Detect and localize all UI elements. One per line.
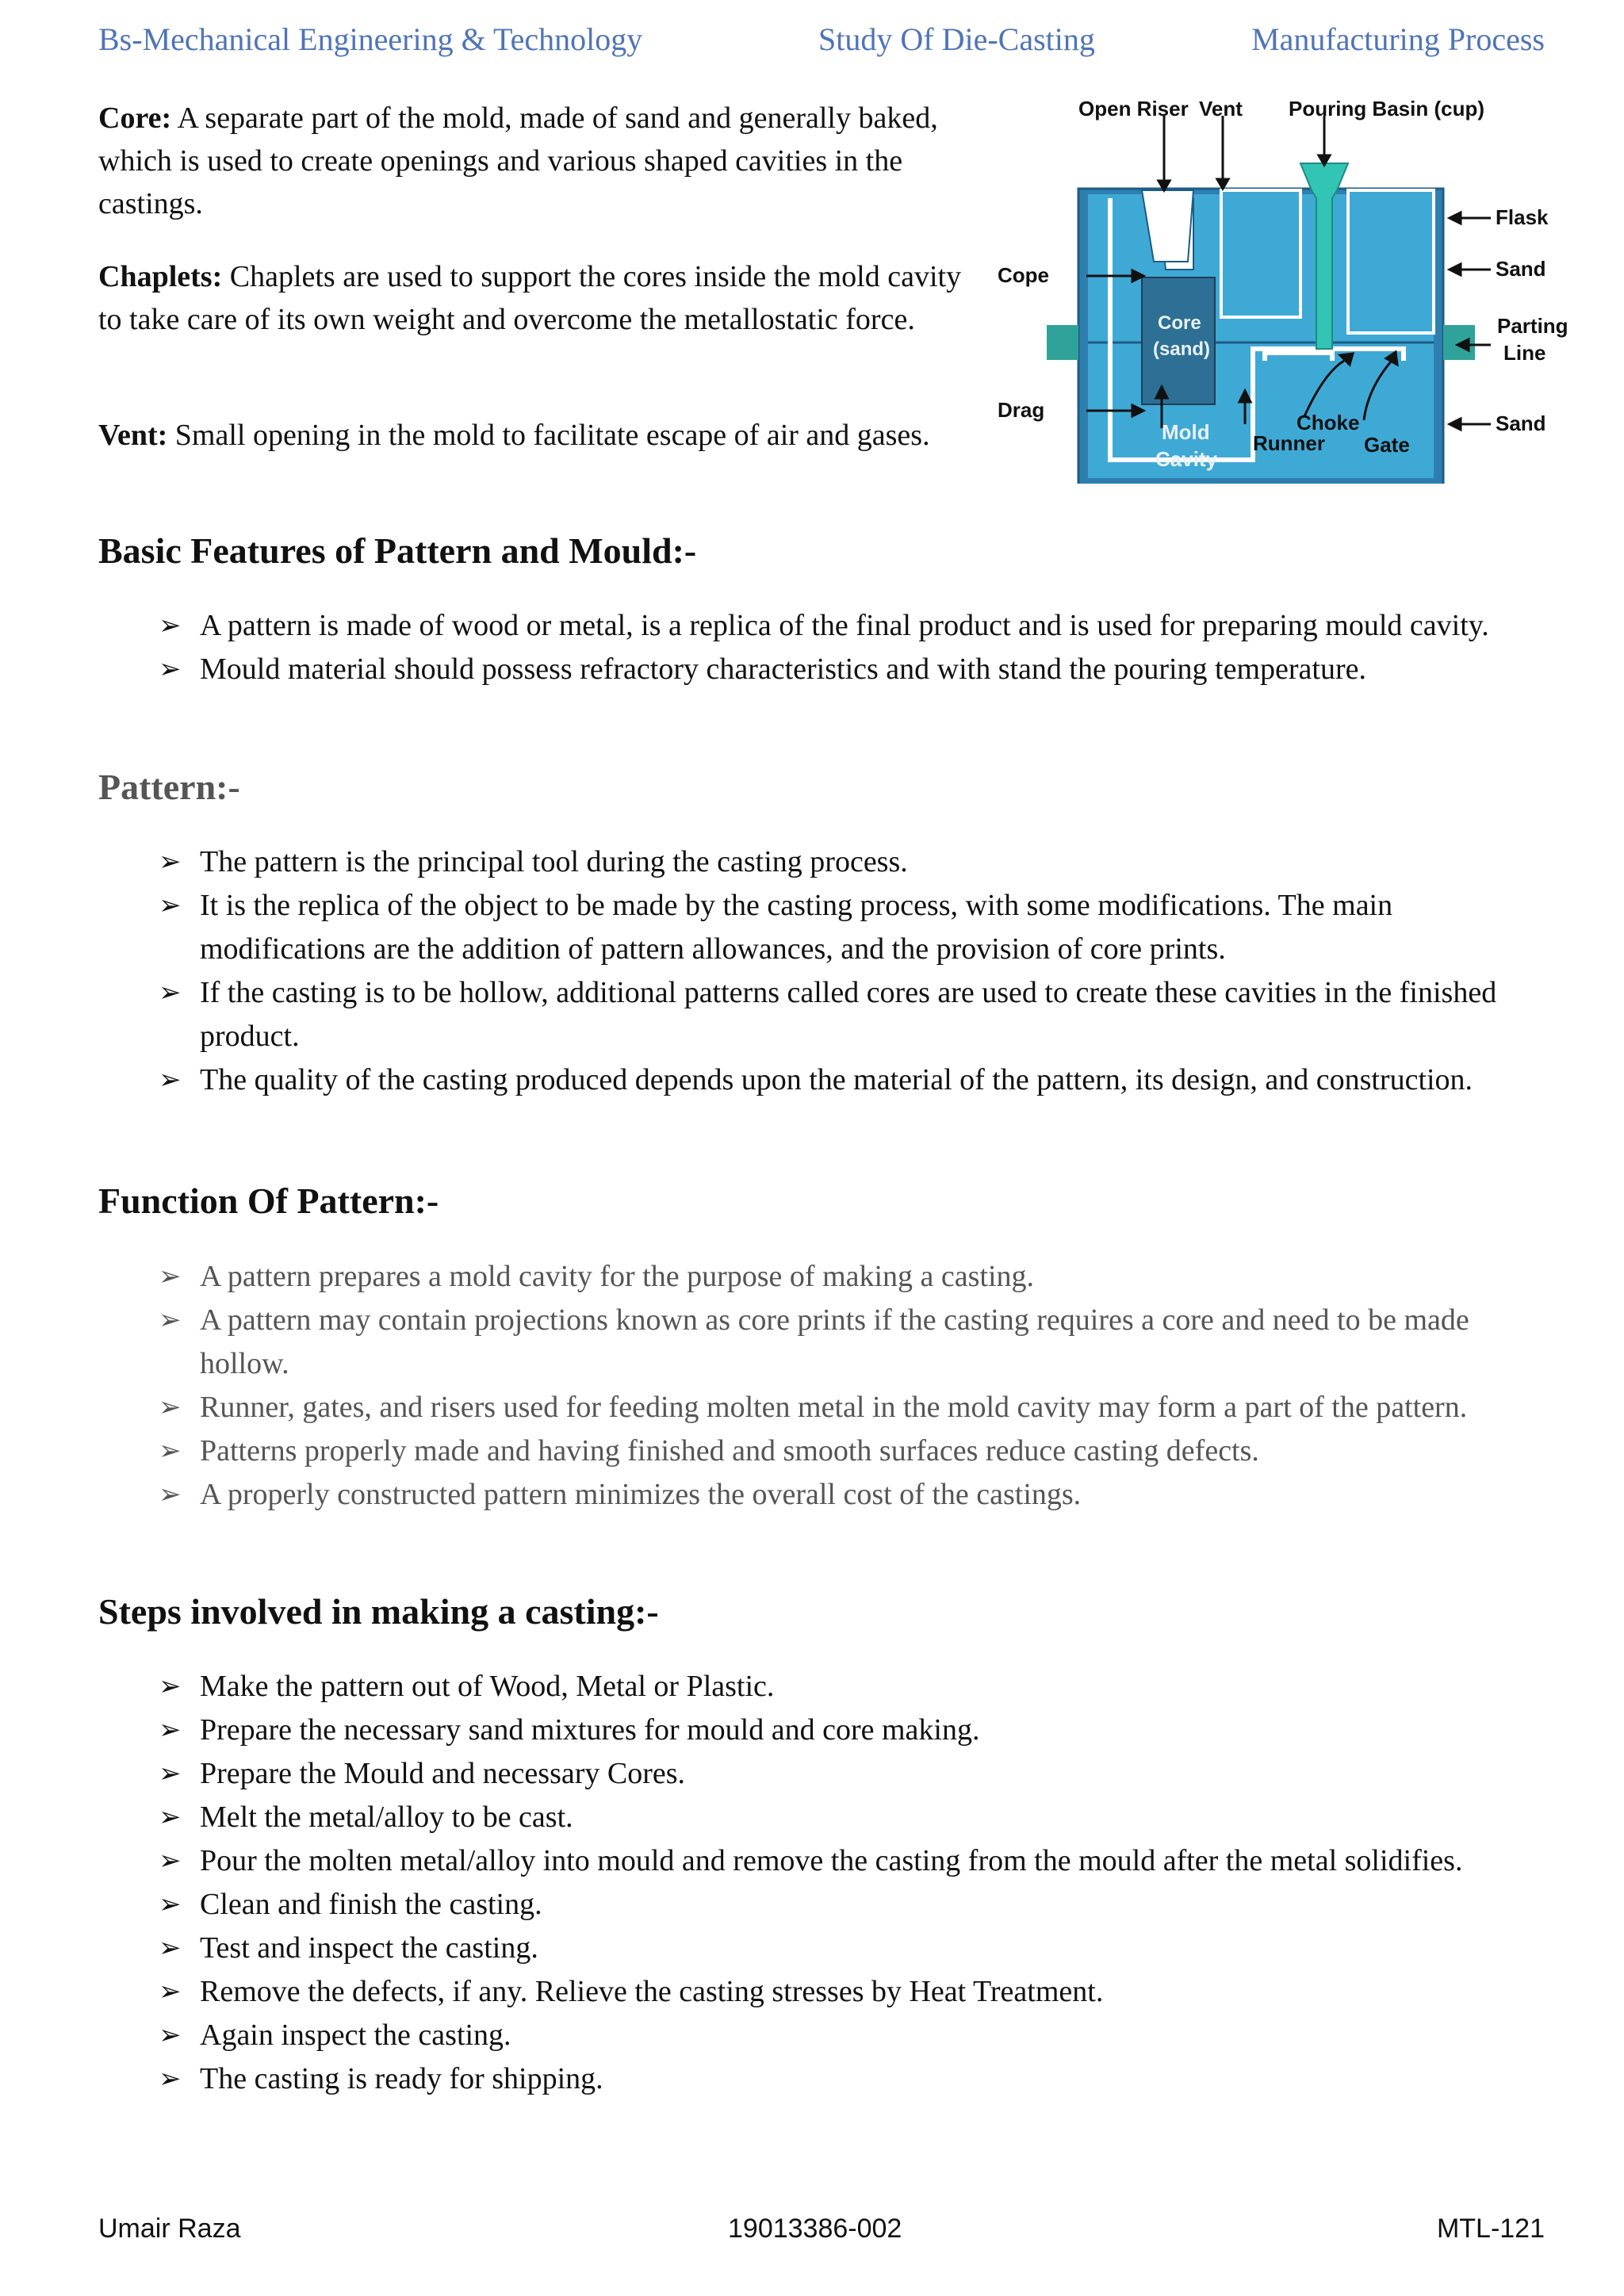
section-title-steps: Steps involved in making a casting:- [98, 1591, 659, 1632]
label-sand-bottom: Sand [1496, 411, 1546, 435]
arrow-bullet-icon: ➢ [159, 653, 182, 685]
arrow-bullet-icon: ➢ [159, 1845, 182, 1877]
label-cope: Cope [998, 263, 1049, 287]
arrow-bullet-icon: ➢ [159, 2019, 182, 2051]
arrow-bullet-icon: ➢ [159, 1435, 182, 1467]
list-item: ➢ A pattern may contain projections known as core prints if the casting requires a core and need to be made hollow. [159, 1299, 1522, 1386]
list-item: ➢ A properly constructed pattern minimizes the overall cost of the castings. [159, 1473, 1522, 1517]
list-item: ➢ A pattern is made of wood or metal, is a replica of the final product and is used for preparing mould cavity. [159, 604, 1522, 648]
list-item: ➢ Prepare the Mould and necessary Cores. [159, 1752, 1522, 1796]
arrow-bullet-icon: ➢ [159, 977, 182, 1008]
arrow-bullet-icon: ➢ [159, 2063, 182, 2095]
arrow-bullet-icon: ➢ [159, 1261, 182, 1292]
label-sand-top: Sand [1496, 257, 1546, 281]
definition-term: Core: [98, 101, 172, 135]
label-core-2: (sand) [1153, 339, 1210, 360]
section-title-basic-features: Basic Features of Pattern and Mould:- [98, 530, 697, 571]
arrow-bullet-icon: ➢ [159, 890, 182, 921]
definition-chaplets [98, 255, 963, 341]
list-item: ➢ The casting is ready for shipping. [159, 2057, 1522, 2101]
list-item: ➢ Make the pattern out of Wood, Metal or Plastic. [159, 1665, 1522, 1709]
function-of-pattern-list [159, 1255, 1522, 1517]
label-drag: Drag [998, 398, 1045, 422]
list-item: ➢ If the casting is to be hollow, additional patterns called cores are used to create these cavities in the finished product. [159, 971, 1515, 1058]
list-item: ➢ Runner, gates, and risers used for feeding molten metal in the mold cavity may form a part of the pattern. [159, 1386, 1522, 1429]
arrow-bullet-icon: ➢ [159, 610, 182, 641]
label-runner: Runner [1253, 431, 1325, 455]
arrow-bullet-icon: ➢ [159, 1976, 182, 2007]
arrow-bullet-icon: ➢ [159, 1479, 182, 1510]
label-choke: Choke [1297, 411, 1360, 434]
footer-course: MTL-121 [1436, 2214, 1545, 2244]
steps-list [159, 1665, 1522, 2101]
list-item: ➢ The pattern is the principal tool during the casting process. [159, 840, 1515, 884]
label-parting-1: Parting [1497, 314, 1568, 338]
list-item: ➢ Mould material should possess refractory characteristics and with stand the pouring temperature. [159, 648, 1522, 691]
list-item: ➢ It is the replica of the object to be made by the casting process, with some modifications. The main modifications are the addition of pattern allowances, and the provision of core prints. [159, 884, 1515, 971]
label-mold-cavity-1: Mold [1162, 420, 1210, 444]
section-title-pattern: Pattern:- [98, 767, 240, 807]
list-item: ➢ The quality of the casting produced depends upon the material of the pattern, its design, and construction. [159, 1058, 1515, 1102]
section-title-function-of-pattern: Function Of Pattern:- [98, 1181, 439, 1221]
arrow-bullet-icon: ➢ [159, 1391, 182, 1423]
list-item: ➢ Prepare the necessary sand mixtures for mould and core making. [159, 1709, 1522, 1752]
arrow-bullet-icon: ➢ [159, 1801, 182, 1833]
arrow-bullet-icon: ➢ [159, 1714, 182, 1746]
list-item: ➢ Again inspect the casting. [159, 2014, 1522, 2057]
definition-term: Vent: [98, 419, 168, 452]
label-flask: Flask [1496, 205, 1549, 229]
header-center: Study Of Die-Casting [818, 21, 1095, 57]
list-item: ➢ Test and inspect the casting. [159, 1927, 1522, 1970]
label-gate: Gate [1364, 433, 1410, 457]
arrow-bullet-icon: ➢ [159, 846, 182, 878]
list-item: ➢ A pattern prepares a mold cavity for the purpose of making a casting. [159, 1255, 1522, 1299]
list-item: ➢ Pour the molten metal/alloy into mould and remove the casting from the mould after the metal solidifies. [159, 1839, 1522, 1883]
definition-term: Chaplets: [98, 260, 223, 293]
label-core-1: Core [1158, 312, 1201, 334]
list-item: ➢ Patterns properly made and having finished and smooth surfaces reduce casting defects. [159, 1429, 1522, 1473]
definition-core [98, 97, 939, 225]
arrow-bullet-icon: ➢ [159, 1888, 182, 1920]
label-pouring-basin: Pouring Basin (cup) [1289, 97, 1484, 121]
definition-vent [98, 414, 939, 457]
list-item: ➢ Remove the defects, if any. Relieve the casting stresses by Heat Treatment. [159, 1970, 1522, 2014]
arrow-bullet-icon: ➢ [159, 1064, 182, 1096]
mold-diagram [991, 87, 1578, 484]
definition-text: Chaplets are used to support the cores inside the mold cavity to take care of its own weight and overcome the metallostatic force. [98, 260, 962, 336]
pattern-list [159, 840, 1515, 1102]
footer-author: Umair Raza [98, 2214, 241, 2244]
arrow-bullet-icon: ➢ [159, 1304, 182, 1336]
list-item: ➢ Clean and finish the casting. [159, 1883, 1522, 1927]
label-open-riser: Open Riser [1078, 97, 1189, 121]
label-vent: Vent [1199, 97, 1243, 121]
list-item: ➢ Melt the metal/alloy to be cast. [159, 1796, 1522, 1839]
header-right: Manufacturing Process [1251, 21, 1545, 57]
parting-tab-right [1443, 325, 1475, 360]
arrow-bullet-icon: ➢ [159, 1758, 182, 1789]
definition-text: A separate part of the mold, made of sand and generally baked, which is used to create openings and various shaped cavities in the castings. [98, 101, 938, 220]
parting-tab-left [1047, 325, 1078, 360]
label-parting-2: Line [1503, 341, 1546, 365]
footer-id: 19013386-002 [728, 2214, 902, 2244]
definition-text: Small opening in the mold to facilitate escape of air and gases. [167, 419, 930, 452]
arrow-bullet-icon: ➢ [159, 1670, 182, 1702]
label-mold-cavity-2: Cavity [1155, 447, 1218, 471]
basic-features-list [159, 604, 1522, 691]
arrow-bullet-icon: ➢ [159, 1932, 182, 1964]
header-left: Bs-Mechanical Engineering & Technology [98, 21, 643, 57]
